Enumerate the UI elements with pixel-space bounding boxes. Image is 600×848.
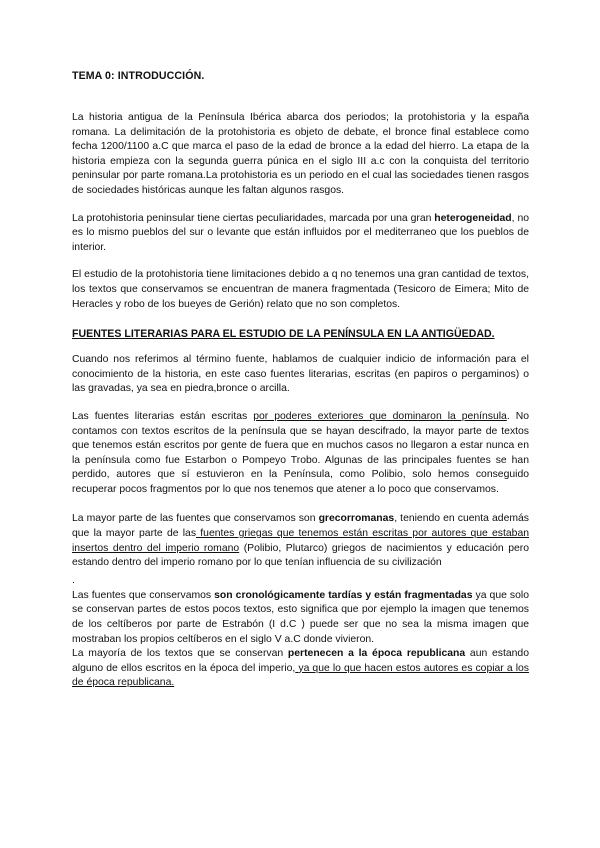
paragraph-epoca-republicana <box>72 647 529 691</box>
bold-term: pertenecen a la época republicana <box>287 648 466 660</box>
text-run: La mayor parte de las fuentes que conservamos son <box>72 513 319 525</box>
stray-dot: . <box>72 574 75 586</box>
paragraph-fuentes-exteriores <box>72 410 529 498</box>
text-run: ya que solo se conservan partes de estos pocos textos, esto significa que por ejemplo la imagen que tenemos de los celtíberos por parte de Estrabón (I d.C ) puede ser que no sea la misma imagen que mostraban los propios celtíberos en el siglo V a.C donde vivieron. <box>72 589 529 645</box>
paragraph-protohistoria-intro: La historia antigua de la Península Ibérica abarca dos periodos; la protohistoria y la españa romana. La delimitación de la protohistoria es objeto de debate, el bronce final establece como fecha 1200/1100 a.C que marca el paso de la edad de bronce a la edad del hierro. La etapa de la historia empieza con la segunda guerra púnica en el siglo III a.c con la conquista del territorio peninsular por parte romana.La protohistoria es un periodo en el cual las sociedades tienen rasgos de sociedades históricas aunque les faltan algunos rasgos. <box>72 112 529 196</box>
text-run: aun estando alguno de ellos escritos en la época del imperio, <box>72 648 529 674</box>
paragraph-grecorromanas <box>72 512 529 570</box>
text-run: Las fuentes que conservamos <box>72 589 215 601</box>
bold-term: son cronológicamente tardías y están fragmentadas <box>214 589 473 601</box>
text-run: (Polibio, Plutarco) griegos de nacimientos y educación pero estando dentro del imperio romano por lo que tenían influencia de su civilización <box>72 542 529 569</box>
text-run: , no es lo mismo pueblos del sur o levante que están influidos por el mediterraneo que los pueblos de interior. <box>72 212 529 253</box>
bold-term: heterogeneidad <box>434 212 512 224</box>
paragraph-fuente-definicion: Cuando nos referimos al término fuente, hablamos de cualquier indicio de información para el conocimiento de la historia, en este caso fuentes literarias, escritas (en papiros o pergaminos) o las gravadas, ya sea en piedra,bronce o arcilla. <box>72 354 529 395</box>
paragraph-tardias-fragmentadas <box>72 589 529 647</box>
bold-term: grecorromanas <box>318 513 395 525</box>
paragraph-peculiaridades <box>72 212 529 256</box>
text-run: , teniendo en cuenta además que la mayor parte de las <box>72 513 529 540</box>
text-run: La mayoría de los textos que se conservan <box>72 648 288 660</box>
section-title: FUENTES LITERARIAS PARA EL ESTUDIO DE LA PENÍNSULA EN LA ANTIGÜEDAD. <box>72 328 495 341</box>
underlined-text: fuentes griegas que tenemos están escritas por autores que estaban insertos dentro del imperio romano <box>72 528 529 554</box>
text-run: La protohistoria peninsular tiene ciertas peculiaridades, marcada por una gran <box>72 212 435 224</box>
page-title: TEMA 0: INTRODUCCIÓN. <box>72 70 205 82</box>
text-run: . No contamos con textos escritos de la península que se hayan descifrado, la mayor parte de textos que tenemos están escritos por gente de fuera que en muchos casos no llegaron a estar nunca en la península como fue Estarbon o Pompeyo Trobo. Algunas de las principales fuentes se han perdido, autores que sí estuvieron en la Península, como Polibio, solo hemos conseguido recuperar pocos fragmentos por lo que nos tenemos que atener a lo poco que conservamos. <box>72 410 529 495</box>
paragraph-limitaciones: El estudio de la protohistoria tiene limitaciones debido a q no tenemos una gran cantidad de textos, los textos que conservamos se encuentran de manera fragmentada (Tesicoro de Eimera; Mito de Heracles y robo de los bueyes de Gerión) relato que no son completos. <box>72 269 529 310</box>
underlined-text: ya que lo que hacen estos autores es copiar a los de época republicana. <box>72 662 529 689</box>
text-run: Las fuentes literarias están escritas <box>72 410 254 422</box>
underlined-text: por poderes exteriores que dominaron la península <box>253 410 507 422</box>
